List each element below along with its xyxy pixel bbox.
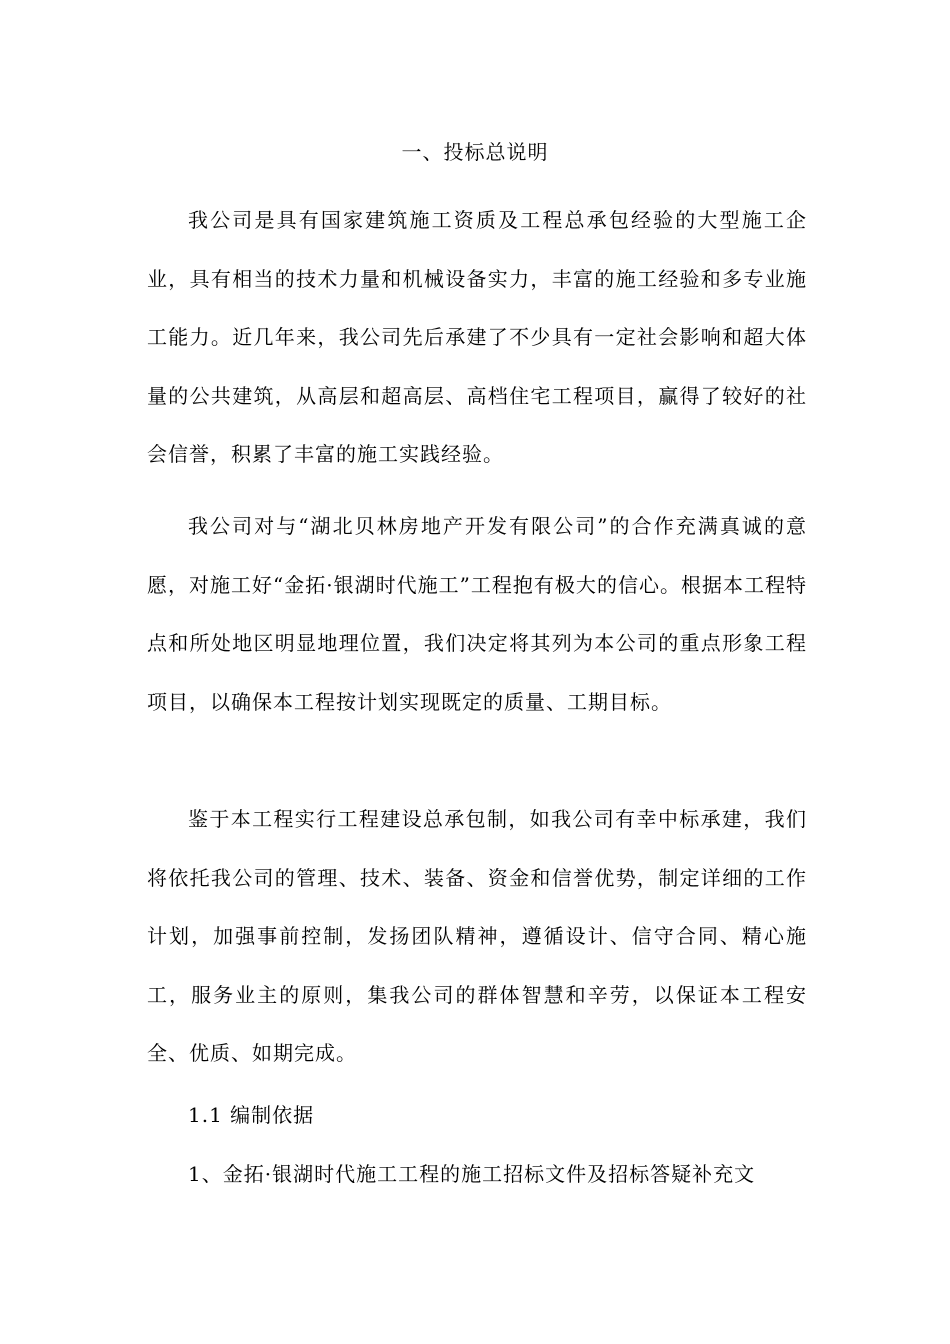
- paragraph-commitment: 鉴于本工程实行工程建设总承包制，如我公司有幸中标承建，我们将依托我公司的管理、技术、装备、资金和信誉优势，制定详细的工作计划，加强事前控制，发扬团队精神，遵循设计、信守合同、精心施工，服务业主的原则，集我公司的群体智慧和辛劳，以保证本工程安全、优质、如期完成。: [147, 807, 807, 1065]
- list-item: 1、金拓·银湖时代施工工程的施工招标文件及招标答疑补充文: [188, 1162, 756, 1186]
- section-heading: 1.1 编制依据: [188, 1103, 315, 1127]
- paragraph-cooperation: 我公司对与“湖北贝林房地产开发有限公司”的合作充满真诚的意愿，对施工好“金拓·银湖时代施工”工程抱有极大的信心。根据本工程特点和所处地区明显地理位置，我们决定将其列为本公司的重点形象工程项目，以确保本工程按计划实现既定的质量、工期目标。: [147, 514, 807, 714]
- paragraph-company-intro: 我公司是具有国家建筑施工资质及工程总承包经验的大型施工企业，具有相当的技术力量和机械设备实力，丰富的施工经验和多专业施工能力。近几年来，我公司先后承建了不少具有一定社会影响和超大体量的公共建筑，从高层和超高层、高档住宅工程项目，赢得了较好的社会信誉，积累了丰富的施工实践经验。: [147, 208, 807, 466]
- document-title: 一、投标总说明: [401, 140, 549, 164]
